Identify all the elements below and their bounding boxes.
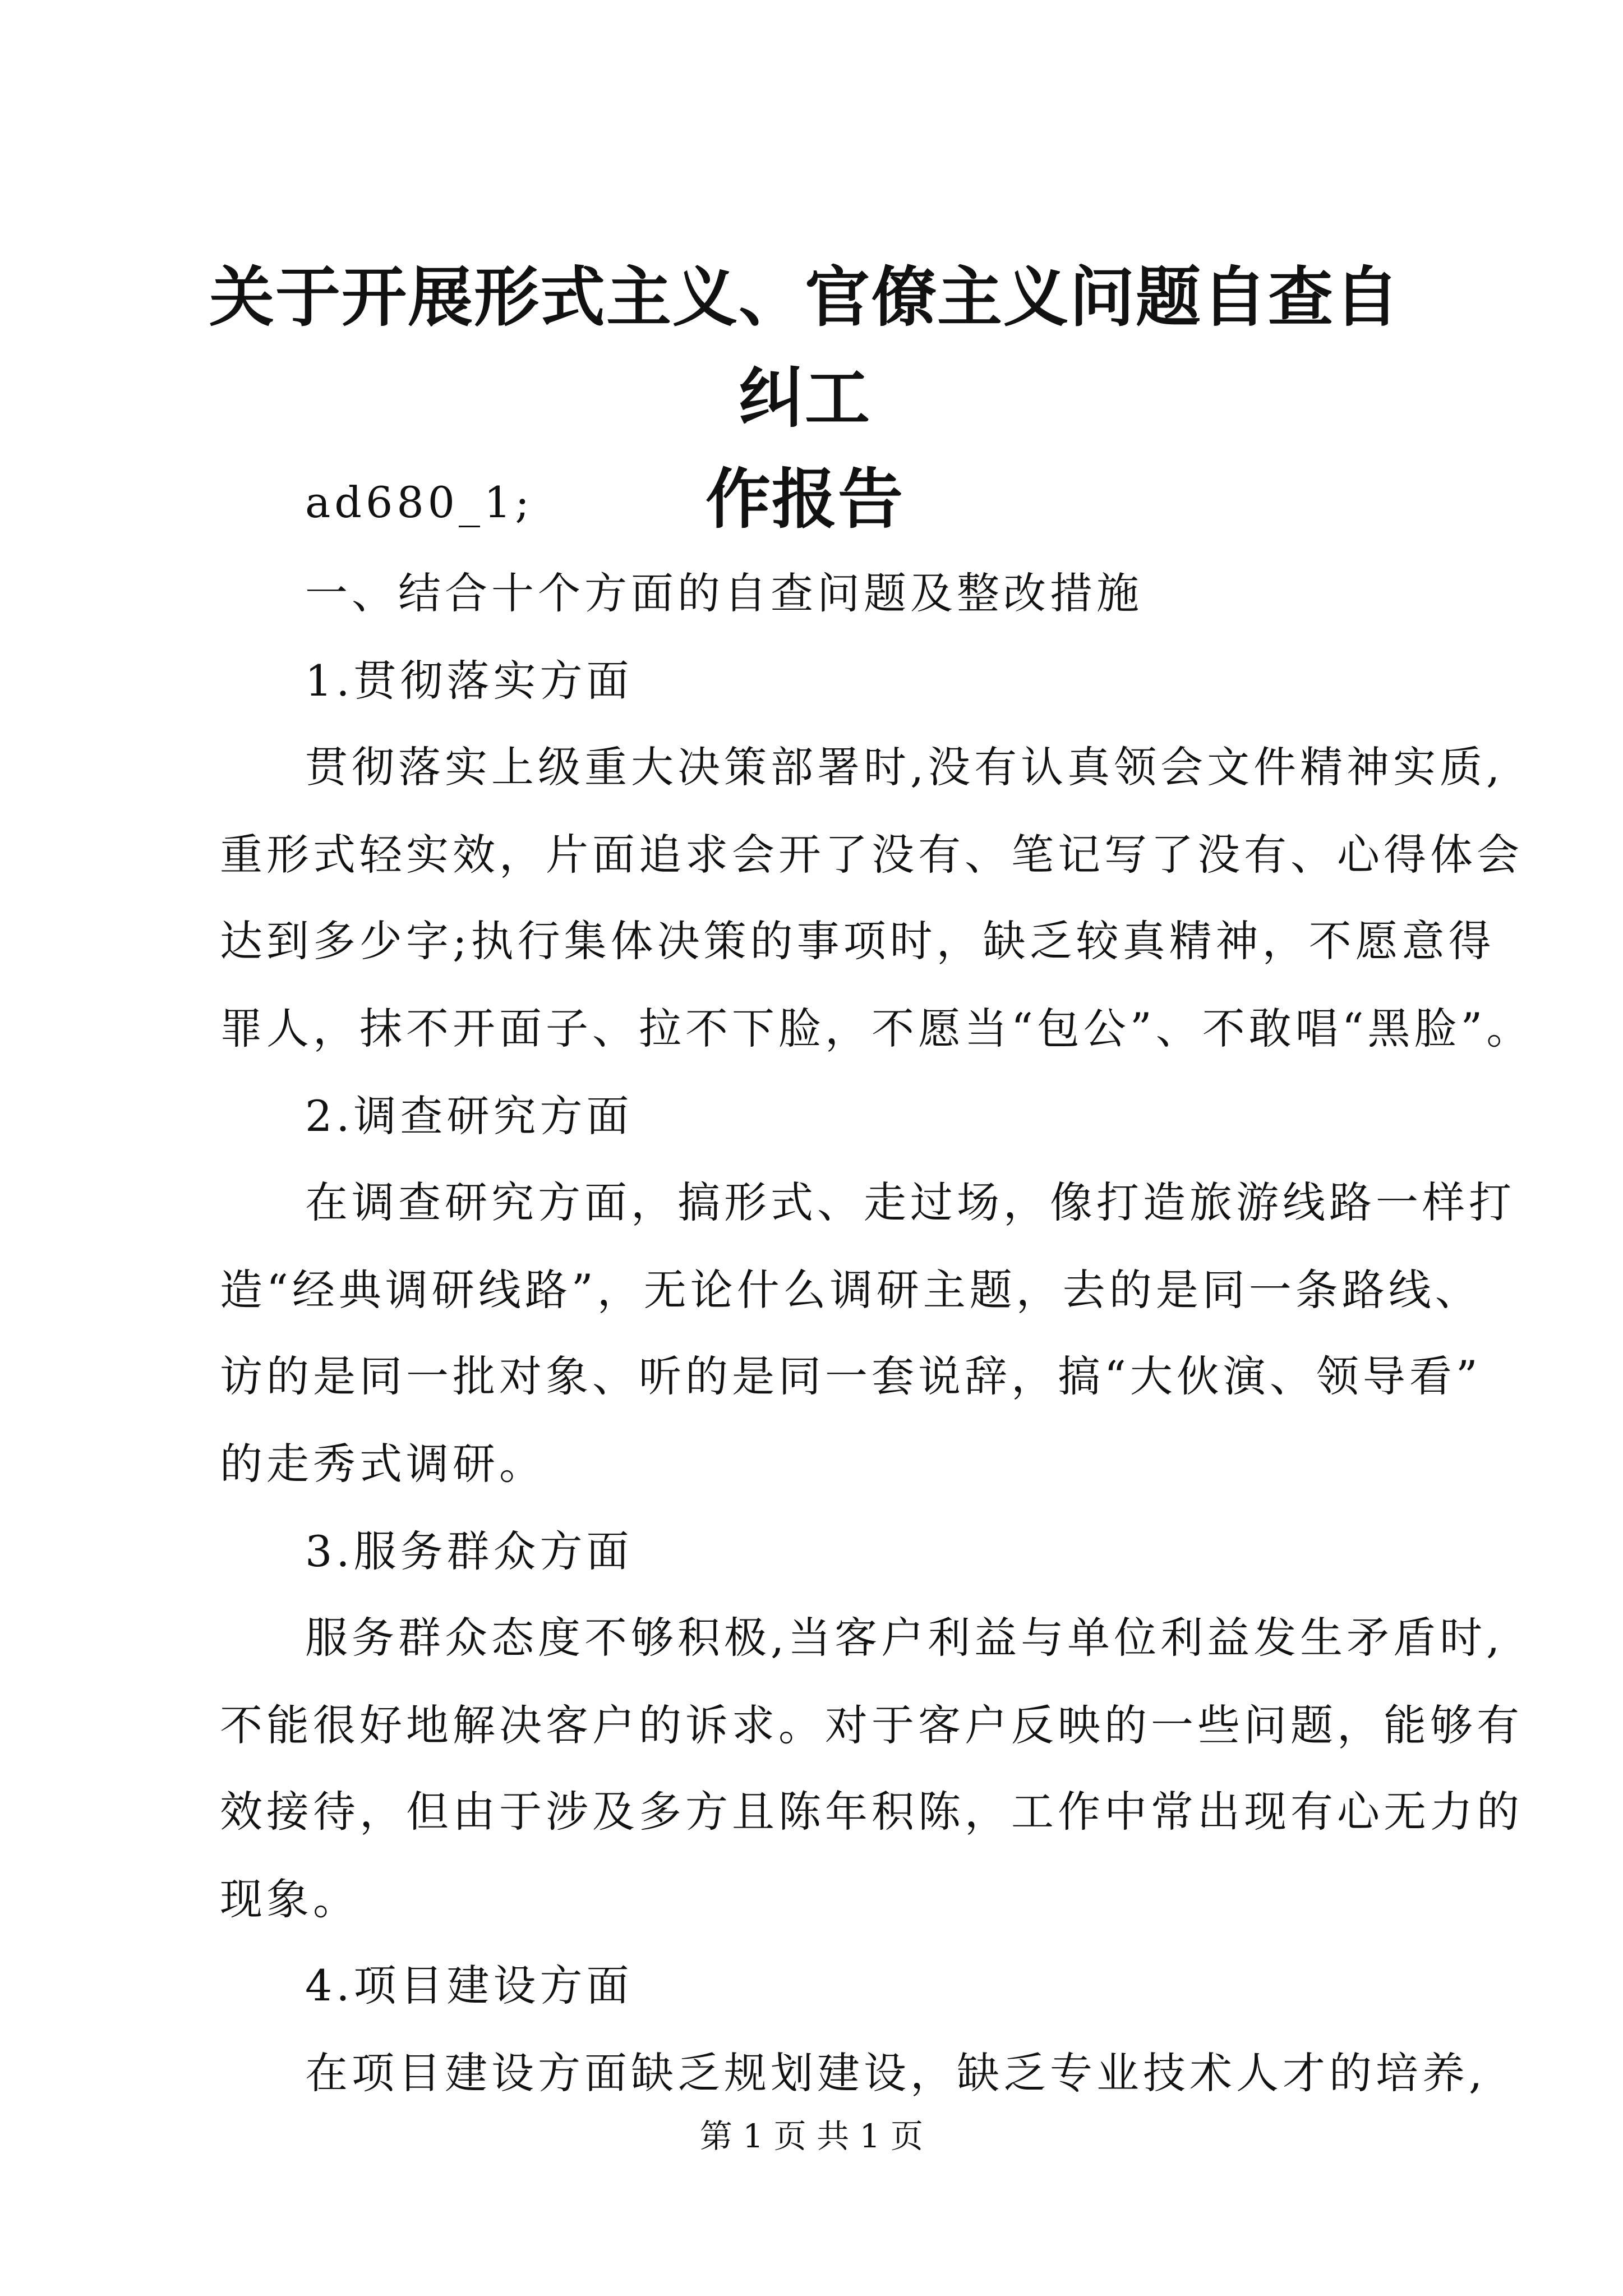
title-line-2: 作报告 xyxy=(706,461,904,537)
paragraph-line: 的走秀式调研。 xyxy=(220,1439,546,1489)
paragraph-line: 重形式轻实效，片面追求会开了没有、笔记写了没有、心得体会 xyxy=(220,830,1523,880)
section-heading: 一、结合十个方面的自查问题及整改措施 xyxy=(305,568,1143,618)
page-footer: 第 1 页 共 1 页 xyxy=(700,2117,923,2155)
paragraph-line: 贯彻落实上级重大决策部署时,没有认真领会文件精神实质, xyxy=(305,742,1504,792)
paragraph-line: 效接待，但由于涉及多方且陈年积陈，工作中常出现有心无力的 xyxy=(220,1787,1523,1837)
subsection-heading: 1.贯彻落实方面 xyxy=(305,656,633,706)
subsection-heading: 4.项目建设方面 xyxy=(305,1961,633,2010)
paragraph-line: 造“经典调研线路”，无论什么调研主题，去的是同一条路线、 xyxy=(220,1265,1482,1315)
paragraph-line: 在调查研究方面，搞形式、走过场，像打造旅游线路一样打 xyxy=(305,1177,1515,1227)
subsection-heading: 3.服务群众方面 xyxy=(305,1526,633,1576)
paragraph-line: ad680_1; xyxy=(305,477,533,527)
paragraph-line: 在项目建设方面缺乏规划建设，缺乏专业技术人才的培养, xyxy=(305,2048,1487,2098)
paragraph-line: 罪人，抹不开面子、拉不下脸，不愿当“包公”、不敢唱“黑脸”。 xyxy=(220,1004,1533,1053)
title-line-1: 关于开展形式主义、官僚主义问题自查自纠工 xyxy=(209,259,1400,436)
paragraph-line: 不能很好地解决客户的诉求。对于客户反映的一些问题，能够有 xyxy=(220,1700,1523,1750)
subsection-heading: 2.调查研究方面 xyxy=(305,1091,633,1141)
paragraph-line: 达到多少字;执行集体决策的事项时，缺乏较真精神，不愿意得 xyxy=(220,916,1495,966)
paragraph-line: 现象。 xyxy=(220,1874,359,1924)
paragraph-line: 服务群众态度不够积极,当客户利益与单位利益发生矛盾时, xyxy=(305,1613,1504,1663)
paragraph-line: 访的是同一批对象、听的是同一套说辞，搞“大伙演、领导看” xyxy=(220,1351,1482,1401)
